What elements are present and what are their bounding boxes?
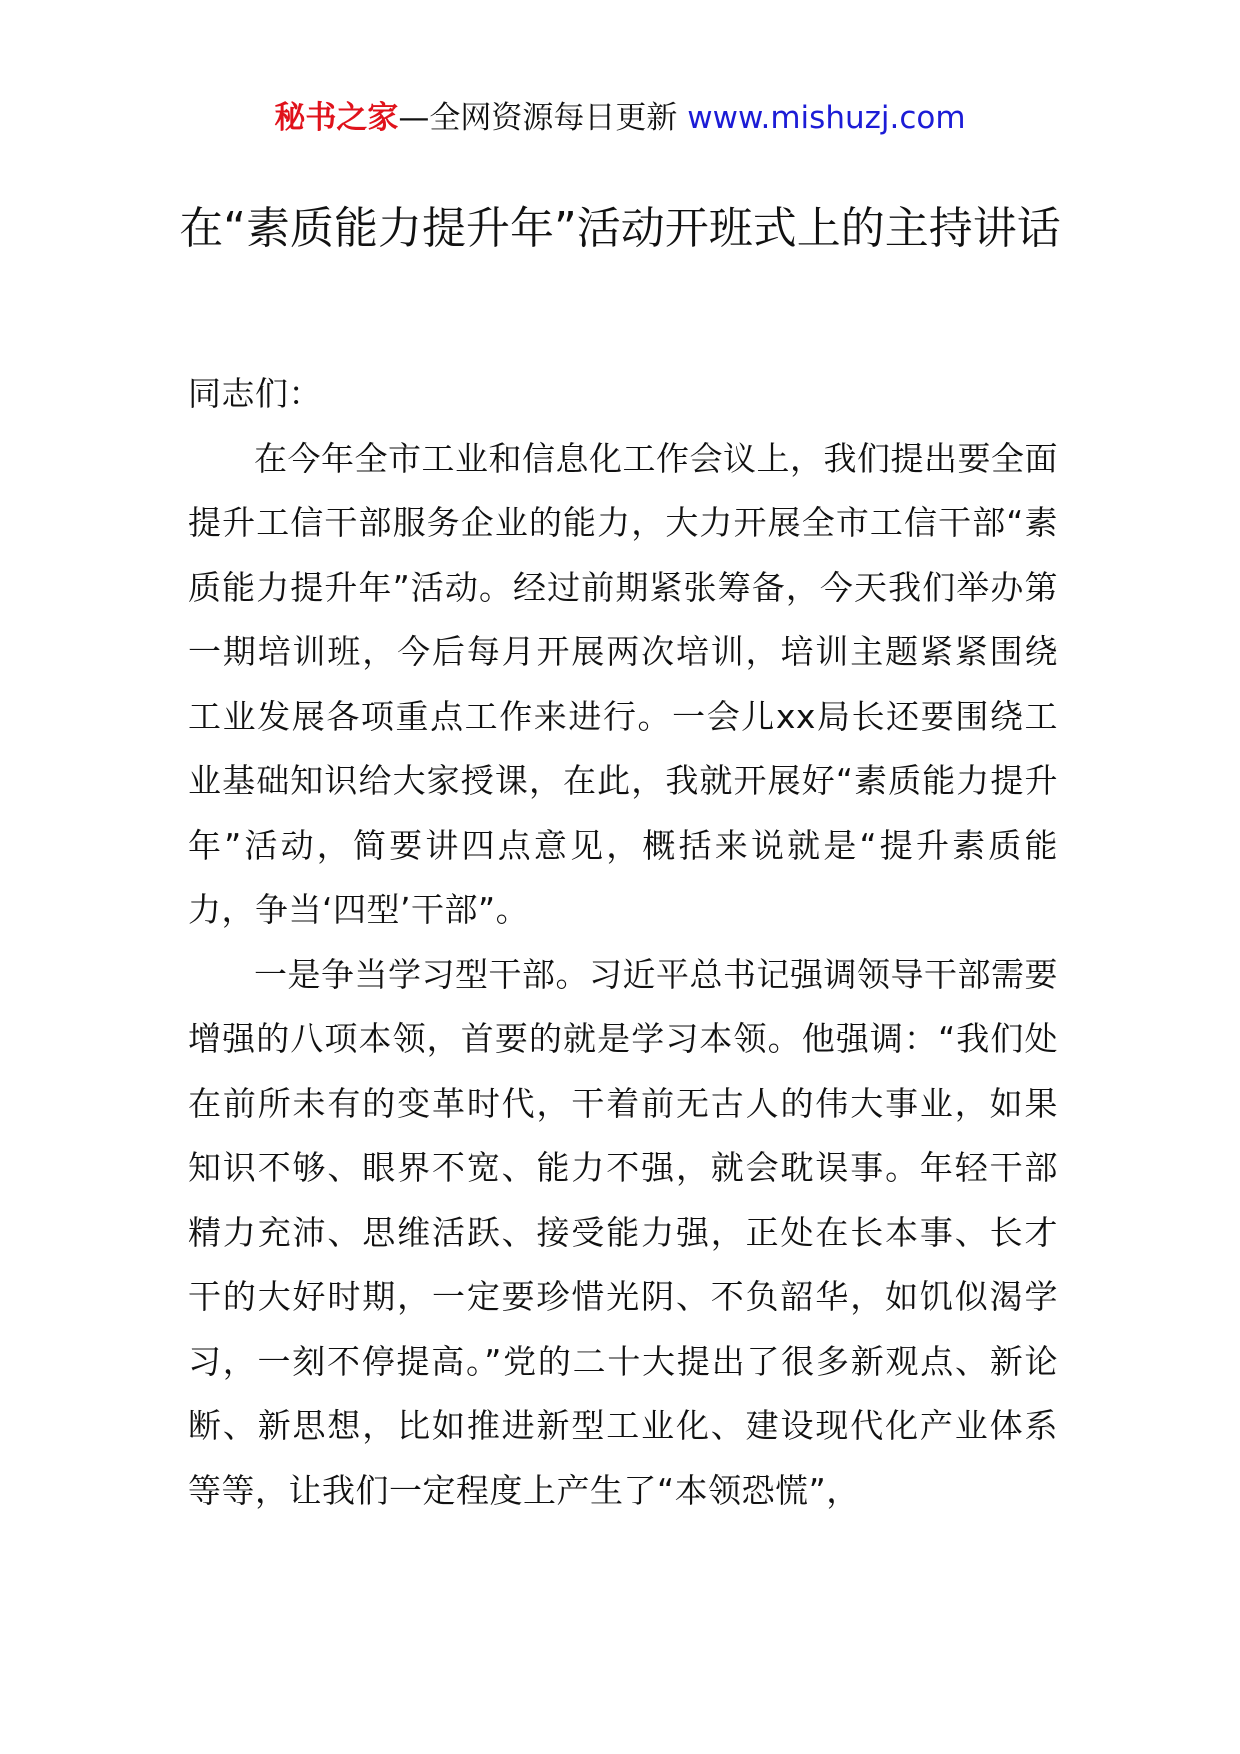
- paragraph-learning-cadre: 一是争当学习型干部。习近平总书记强调领导干部需要增强的八项本领，首要的就是学习本领。他强调：“我们处在前所未有的变革时代，干着前无古人的伟大事业，如果知识不够、眼界不宽、能力不强，就会耽误事。年轻干部精力充沛、思维活跃、接受能力强，正处在长本事、长才干的大好时期，一定要珍惜光阴、不负韶华，如饥似渴学习，一刻不停提高。”党的二十大提出了很多新观点、新论断、新思想，比如推进新型工业化、建设现代化产业体系等等，让我们一定程度上产生了“本领恐慌”，: [188, 954, 1058, 1510]
- site-url-link[interactable]: www.mishuzj.com: [687, 100, 966, 136]
- header-slogan: —全网资源每日更新: [398, 100, 688, 136]
- document-body: [188, 362, 1058, 1523]
- brand-name: 秘书之家: [274, 100, 399, 136]
- page-header: [0, 98, 1240, 138]
- paragraph-intro: 在今年全市工业和信息化工作会议上，我们提出要全面提升工信干部服务企业的能力，大力开展全市工信干部“素质能力提升年”活动。经过前期紧张筹备，今天我们举办第一期培训班，今后每月开展两次培训，培训主题紧紧围绕工业发展各项重点工作来进行。一会儿xx局长还要围绕工业基础知识给大家授课，在此，我就开展好“素质能力提升年”活动，简要讲四点意见，概括来说就是“提升素质能力，争当‘四型’干部”。: [188, 438, 1058, 929]
- salutation: 同志们：: [188, 374, 322, 413]
- document-title: 在“素质能力提升年”活动开班式上的主持讲话: [179, 203, 1061, 254]
